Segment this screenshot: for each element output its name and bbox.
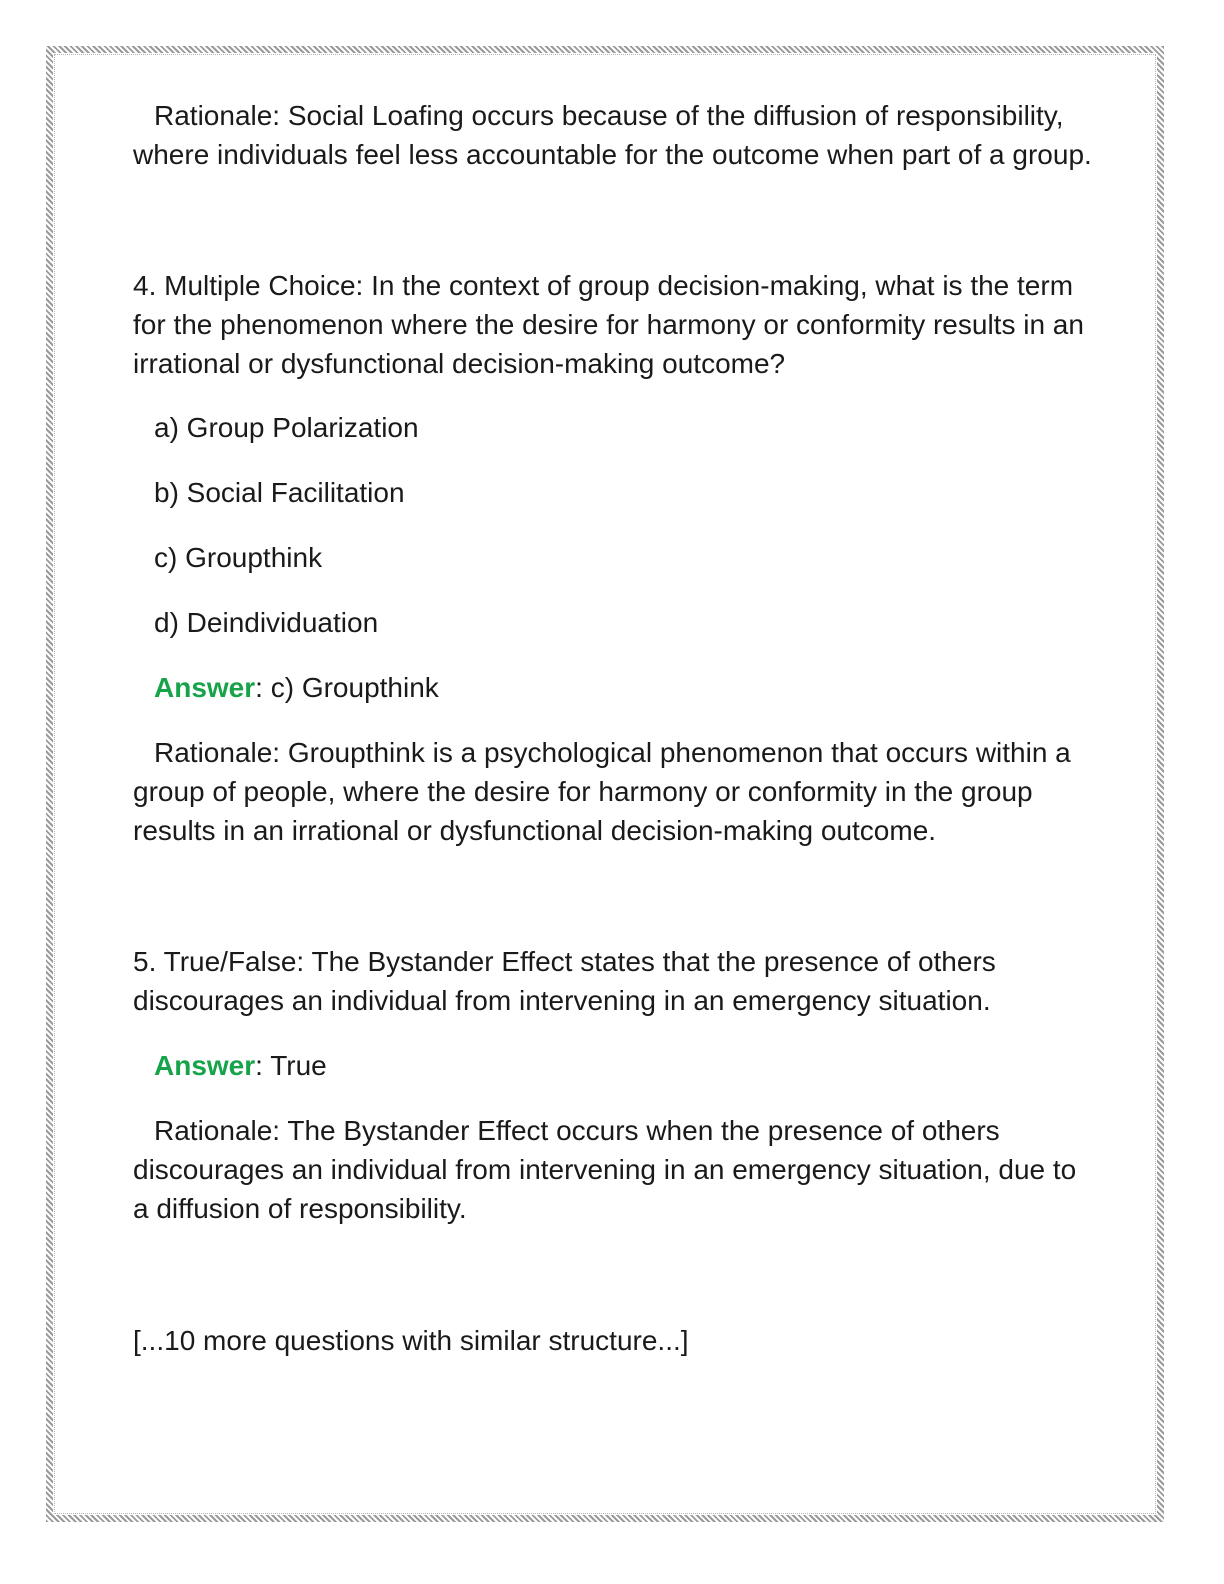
answer-value: : c) Groupthink (255, 672, 439, 703)
rationale-previous-question (133, 96, 1093, 174)
question-5-rationale (133, 1111, 1093, 1228)
rationale-previous-text: Rationale: Social Loafing occurs because of the diffusion of responsibility, where individuals feel less accountable for the outcome when part of a group. (133, 100, 1092, 170)
more-questions-note: [...10 more questions with similar structure...] (133, 1325, 689, 1356)
question-4-option-b: b) Social Facilitation (154, 477, 405, 508)
question-4-rationale-text: Rationale: Groupthink is a psychological phenomenon that occurs within a group of people, where the desire for harmony or conformity in the group results in an irrational or dysfunctional decision-making outcome. (133, 737, 1071, 846)
question-5-rationale-text: Rationale: The Bystander Effect occurs when the presence of others discourages an individual from intervening in an emergency situation, due to a diffusion of responsibility. (133, 1115, 1077, 1224)
question-4-option-c: c) Groupthink (154, 542, 323, 573)
question-4-answer (133, 668, 1093, 707)
question-5-stem: 5. True/False: The Bystander Effect states that the presence of others discourages an individual from intervening in an emergency situation. (133, 946, 996, 1016)
question-4-option-a: a) Group Polarization (154, 412, 419, 443)
answer-label: Answer (154, 1050, 256, 1081)
question-4-option-d: d) Deindividuation (154, 607, 379, 638)
question-4-rationale (133, 733, 1093, 850)
answer-label: Answer (154, 672, 256, 703)
question-5-answer (133, 1046, 1093, 1085)
question-4-stem: 4. Multiple Choice: In the context of group decision-making, what is the term for the phenomenon where the desire for harmony or conformity results in an irrational or dysfunctional decision-making outcome? (133, 270, 1084, 379)
answer-value: : True (255, 1050, 327, 1081)
document-body (133, 96, 1093, 1360)
